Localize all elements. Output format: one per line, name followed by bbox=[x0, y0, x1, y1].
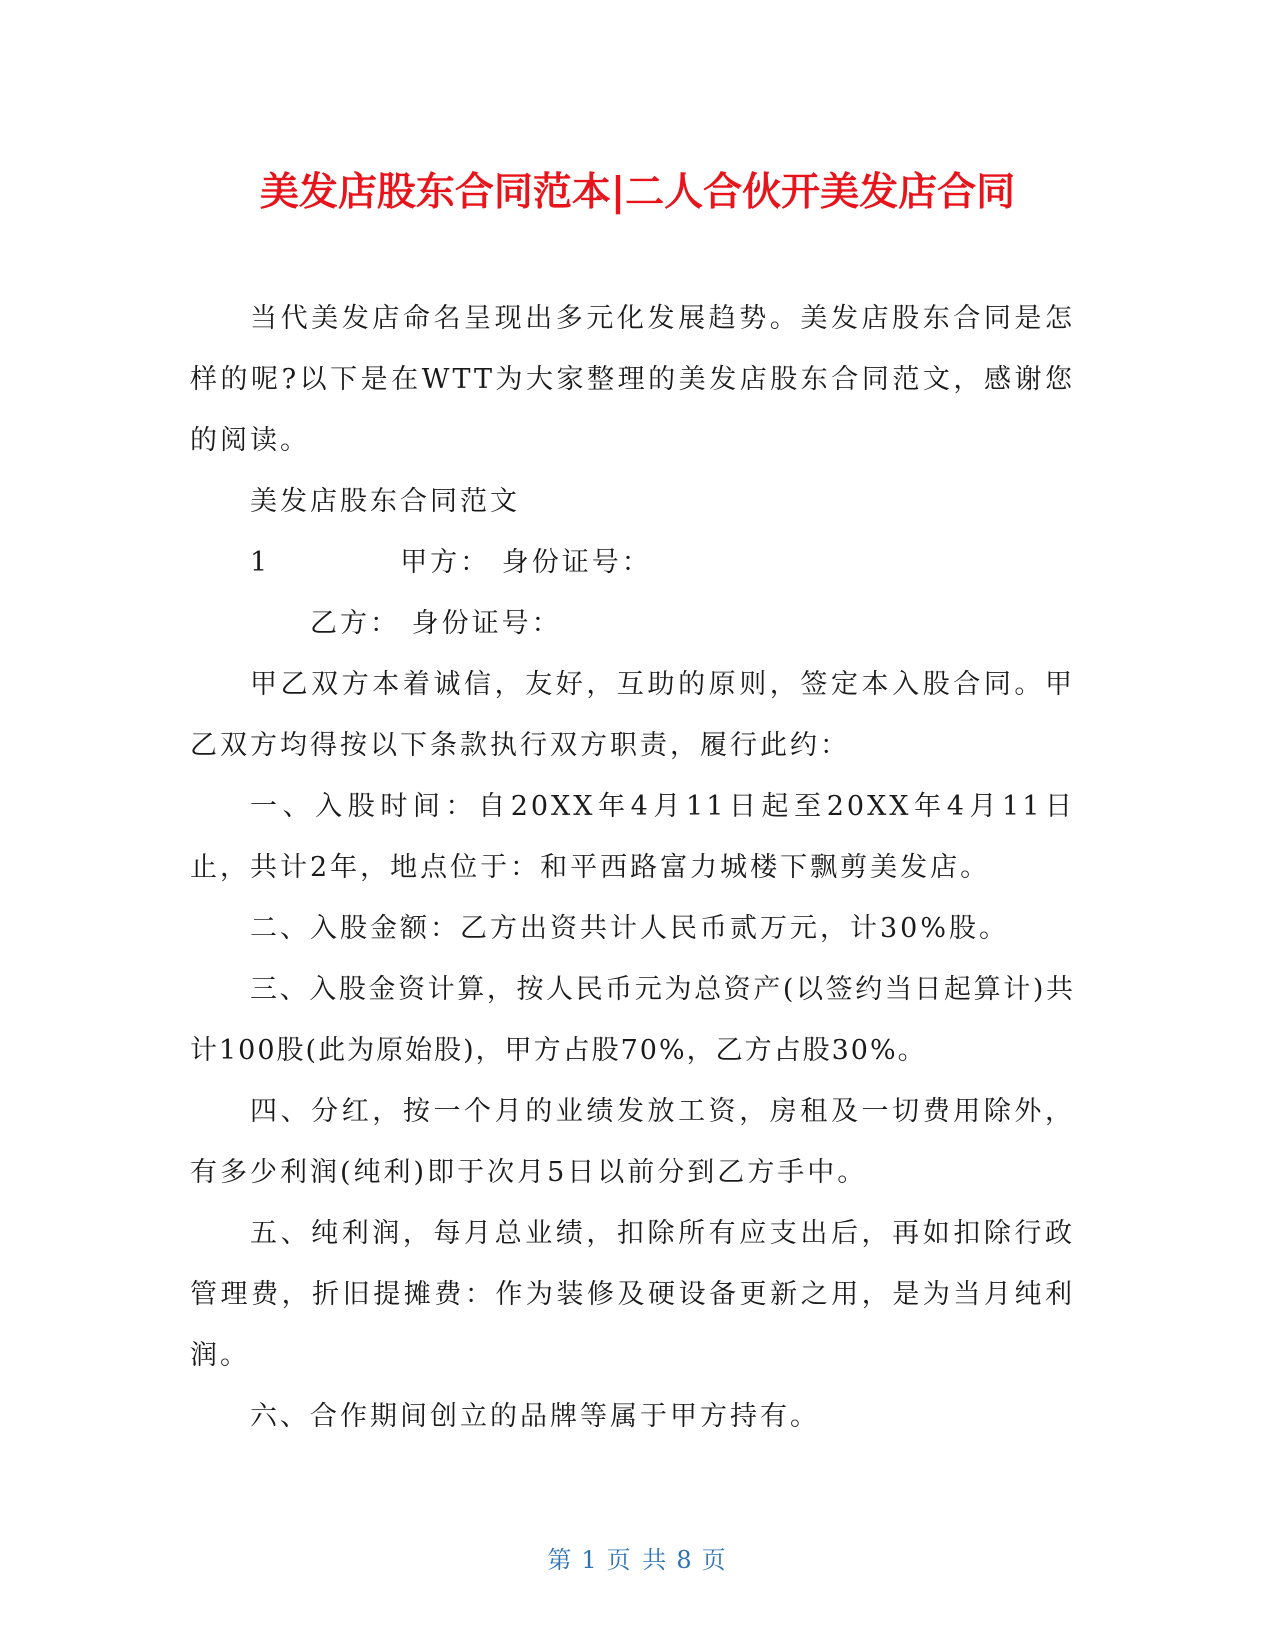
current-page-number: 1 bbox=[581, 1546, 599, 1574]
party-b-id-label: 身份证号： bbox=[411, 608, 562, 639]
clause-3: 三、入股金资计算，按人民币元为总资产(以签约当日起算计)共计100股(此为原始股)，甲方占股70%，乙方占股30%。 bbox=[190, 974, 1075, 1066]
clause-2: 二、入股金额：乙方出资共计人民币贰万元，计30%股。 bbox=[250, 913, 1010, 944]
total-pages-number: 8 bbox=[676, 1546, 694, 1574]
clause-4: 四、分红，按一个月的业绩发放工资，房租及一切费用除外，有多少利润(纯利)即于次月5日以前分到乙方手中。 bbox=[190, 1096, 1075, 1188]
party-b-line bbox=[190, 593, 1075, 654]
clause-5: 五、纯利润，每月总业绩，扣除所有应支出后，再如扣除行政管理费，折旧提摊费：作为装修及硬设备更新之用，是为当月纯利润。 bbox=[190, 1218, 1075, 1371]
party-a-line bbox=[190, 532, 1075, 593]
party-a-number: 1 bbox=[250, 547, 271, 578]
section-heading: 美发店股东合同范文 bbox=[250, 486, 520, 517]
page-footer bbox=[0, 1540, 1275, 1575]
party-a-id-label: 身份证号： bbox=[501, 547, 652, 578]
party-b-label: 乙方： bbox=[310, 608, 400, 639]
preamble-paragraph: 甲乙双方本着诚信，友好，互助的原则，签定本入股合同。甲乙双方均得按以下条款执行双方职责，履行此约： bbox=[190, 669, 1075, 761]
clause-6: 六、合作期间创立的品牌等属于甲方持有。 bbox=[250, 1401, 820, 1432]
page-label-suffix: 页 bbox=[701, 1546, 728, 1574]
party-a-label: 甲方： bbox=[400, 547, 491, 578]
intro-paragraph: 当代美发店命名呈现出多元化发展趋势。美发店股东合同是怎样的呢?以下是在WTT为大家整理的美发店股东合同范文，感谢您的阅读。 bbox=[190, 303, 1075, 456]
page-label-mid: 页 共 bbox=[606, 1546, 669, 1574]
document-body bbox=[190, 288, 1075, 1447]
page-title: 美发店股东合同范本|二人合伙开美发店合同 bbox=[259, 170, 1016, 215]
page-label-prefix: 第 bbox=[547, 1546, 574, 1574]
clause-1: 一、入股时间：自20XX年4月11日起至20XX年4月11日止，共计2年，地点位于：和平西路富力城楼下飘剪美发店。 bbox=[190, 791, 1075, 883]
